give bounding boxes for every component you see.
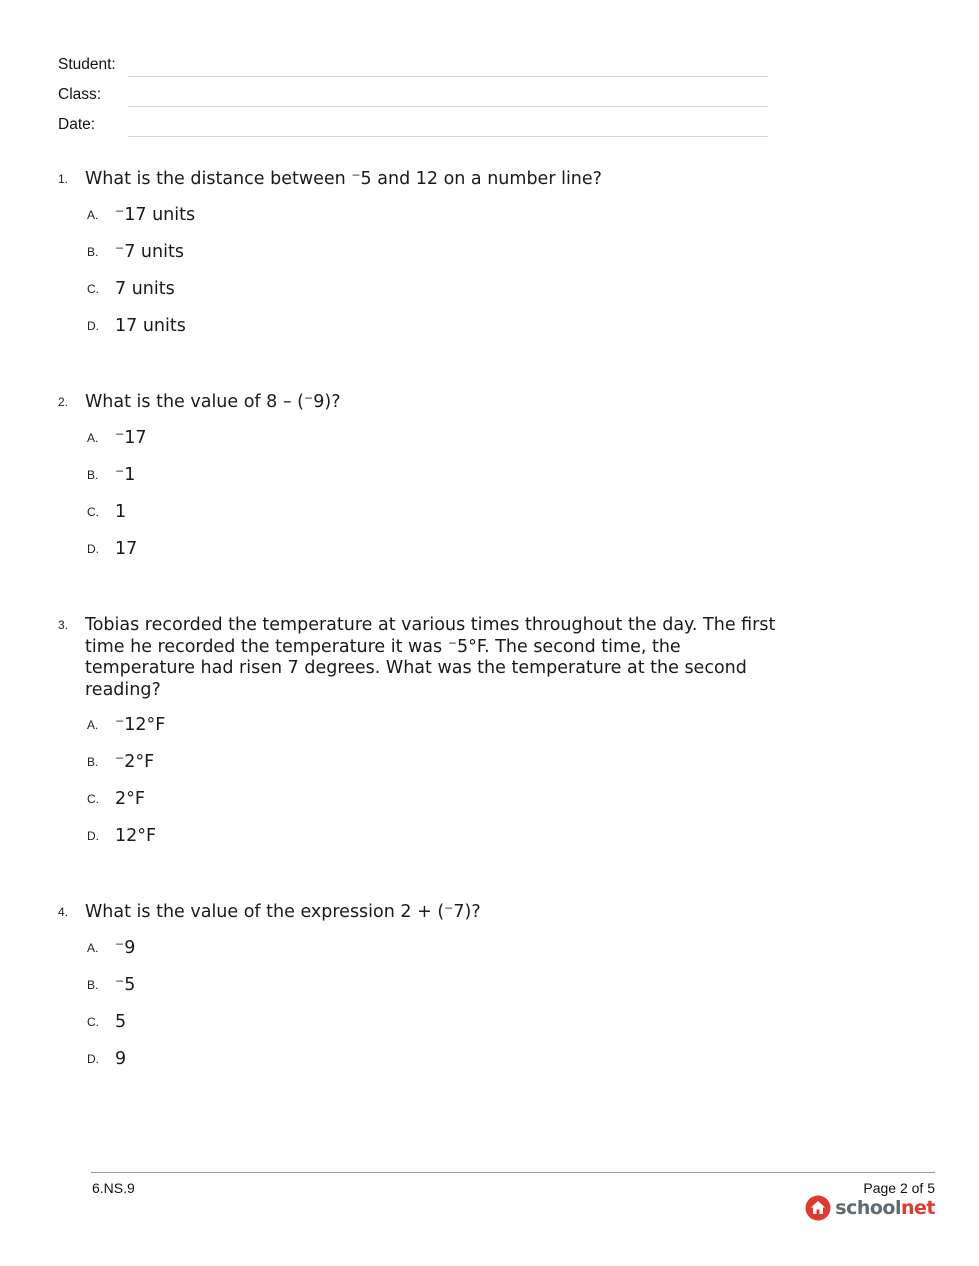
option-text: ⁻1 [115, 464, 136, 485]
question-3 [58, 615, 778, 863]
student-label: Student: [58, 56, 116, 73]
option-text: ⁻17 units [115, 204, 196, 225]
answer-option[interactable] [58, 502, 778, 539]
option-letter: A. [87, 430, 99, 445]
standard-code: 6.NS.9 [92, 1180, 135, 1196]
option-letter: B. [87, 977, 99, 992]
option-letter: C. [87, 792, 99, 806]
answer-option[interactable] [58, 1049, 778, 1086]
answer-option[interactable] [58, 975, 778, 1012]
brand-name [835, 1197, 935, 1219]
question-4 [58, 902, 778, 1086]
option-text: ⁻9 [115, 937, 136, 958]
question-2 [58, 392, 778, 576]
question-number: 2. [58, 395, 69, 409]
brand-name-part2: net [901, 1197, 935, 1219]
option-letter: B. [87, 244, 99, 259]
date-field [58, 116, 768, 146]
student-line [128, 76, 768, 77]
option-text: ⁻17 [115, 427, 147, 448]
answer-option[interactable] [58, 752, 778, 789]
student-field [58, 56, 768, 86]
class-label: Class: [58, 86, 102, 103]
answer-option[interactable] [58, 1012, 778, 1049]
question-text: Tobias recorded the temperature at various times throughout the day. The first time he recorded the temperature it was ⁻5°F. The second time, the temperature had risen 7 degrees. What was the temperature at the second reading? [85, 615, 776, 700]
option-text: 9 [115, 1048, 127, 1069]
question-1 [58, 169, 778, 353]
question-number: 1. [58, 172, 69, 186]
question-number: 3. [58, 618, 69, 632]
answer-option[interactable] [58, 465, 778, 502]
answer-option[interactable] [58, 205, 778, 242]
option-text: ⁻2°F [115, 752, 155, 772]
home-icon [805, 1195, 831, 1221]
option-text: ⁻12°F [115, 715, 166, 735]
answer-option[interactable] [58, 938, 778, 975]
question-text: What is the distance between ⁻5 and 12 on a number line? [85, 169, 602, 189]
answer-option[interactable] [58, 242, 778, 279]
option-text: 1 [115, 501, 127, 522]
option-text: ⁻5 [115, 974, 136, 995]
date-label: Date: [58, 116, 96, 133]
answer-option[interactable] [58, 316, 778, 353]
page-number: Page 2 of 5 [863, 1180, 935, 1196]
option-text: 17 [115, 538, 138, 559]
answer-option[interactable] [58, 715, 778, 752]
option-letter: C. [87, 504, 99, 519]
option-text: 7 units [115, 278, 175, 299]
option-letter: C. [87, 1014, 99, 1029]
option-letter: C. [87, 281, 99, 296]
option-letter: A. [87, 718, 99, 732]
answer-option[interactable] [58, 539, 778, 576]
option-letter: D. [87, 541, 99, 556]
brand-name-part1: school [835, 1197, 901, 1219]
question-text: What is the value of 8 – (⁻9)? [85, 392, 341, 412]
option-letter: B. [87, 467, 99, 482]
option-letter: D. [87, 318, 99, 333]
option-text: 17 units [115, 315, 186, 336]
date-line [128, 136, 768, 137]
question-text: What is the value of the expression 2 + (⁻7)? [85, 902, 481, 922]
option-letter: A. [87, 207, 99, 222]
answer-options [58, 938, 778, 1086]
class-field [58, 86, 768, 116]
schoolnet-logo [805, 1194, 935, 1222]
class-line [128, 106, 768, 107]
option-text: ⁻7 units [115, 241, 184, 262]
option-letter: B. [87, 755, 99, 769]
option-letter: D. [87, 1051, 99, 1066]
option-text: 12°F [115, 826, 157, 846]
question-number: 4. [58, 905, 69, 919]
answer-option[interactable] [58, 789, 778, 826]
answer-options [58, 715, 778, 863]
option-letter: A. [87, 940, 99, 955]
answer-option[interactable] [58, 428, 778, 465]
option-text: 5 [115, 1011, 127, 1032]
answer-options [58, 205, 778, 353]
option-text: 2°F [115, 789, 145, 809]
answer-option[interactable] [58, 279, 778, 316]
answer-option[interactable] [58, 826, 778, 863]
answer-options [58, 428, 778, 576]
footer-divider [91, 1172, 935, 1173]
option-letter: D. [87, 829, 99, 843]
